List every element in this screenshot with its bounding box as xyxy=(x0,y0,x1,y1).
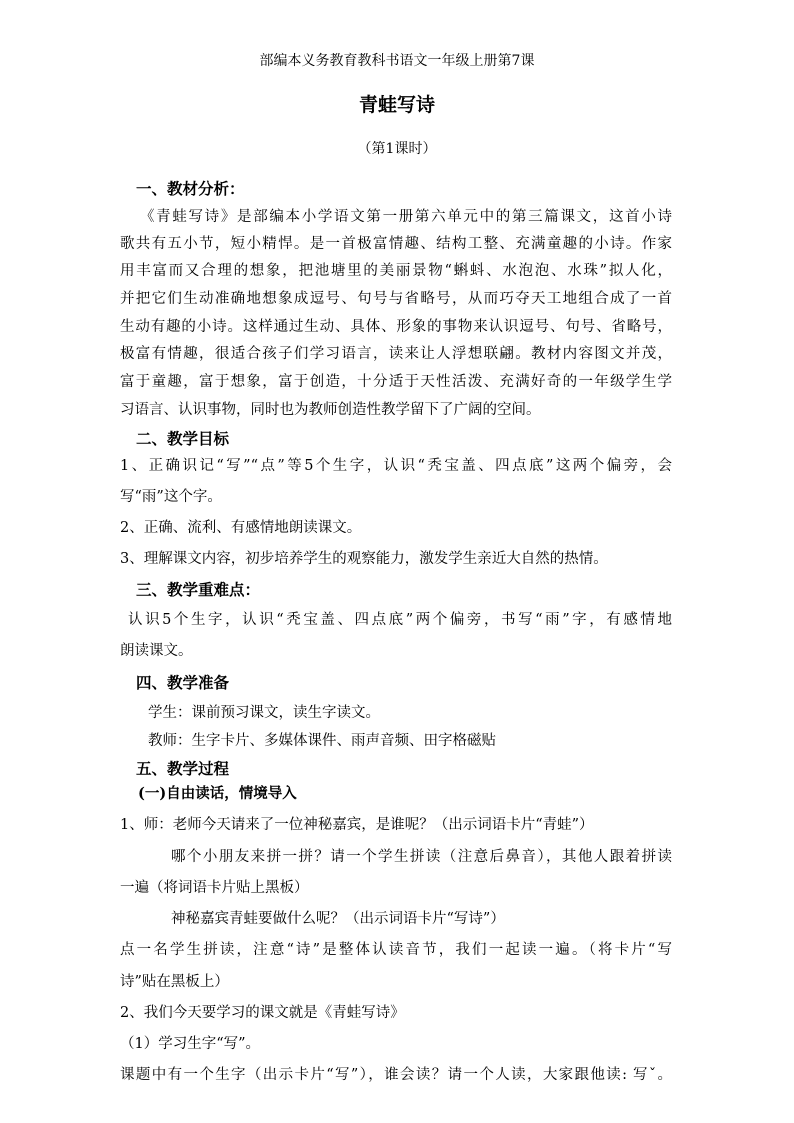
process-line: 点一名学生拼读，注意“诗”是整体认读音节，我们一起读一遍。（将卡片“写 xyxy=(120,942,672,958)
preparation-item: 教师：生字卡片、多媒体课件、雨声音频、田字格磁贴 xyxy=(148,733,496,749)
process-line: 一遍（将词语卡片贴上黑板） xyxy=(120,880,309,896)
paragraph-line: 并把它们生动准确地想象成逗号、句号与省略号，从而巧夺天工地组合成了一首 xyxy=(120,291,672,307)
process-line: 哪个小朋友来拼一拼？请一个学生拼读（注意后鼻音），其他人跟着拼读 xyxy=(171,849,672,865)
document-header: 部编本义务教育教科书语文一年级上册第7课 xyxy=(259,53,535,69)
preparation-item: 学生：课前预习课文，读生字读文。 xyxy=(148,705,380,721)
paragraph-line: 极富有情趣，很适合孩子们学习语言，读来让人浮想联翩。教材内容图文并茂， xyxy=(120,346,672,362)
paragraph-line: 生动有趣的小诗。这样通过生动、具体、形象的事物来认识逗号、句号、省略号， xyxy=(120,319,672,335)
process-line: （1）学习生字“写”。 xyxy=(120,1036,261,1052)
process-line: 课题中有一个生字（出示卡片“写”），谁会读？请一个人读，大家跟他读: 写ˇ。 xyxy=(120,1067,672,1083)
key-points-line: 朗读课文。 xyxy=(120,643,193,659)
section-heading-analysis: 一、教材分析： xyxy=(136,179,245,198)
paragraph-line: 富于童趣，富于想象，富于创造，十分适于天性活泼、充满好奇的一年级学生学 xyxy=(120,374,672,390)
objective-item: 1、正确识记“写”“点”等5个生字，认识“秃宝盖、四点底”这两个偏旁，会 xyxy=(120,458,672,474)
section-heading-preparation: 四、教学准备 xyxy=(136,673,230,692)
paragraph-line: 习语言、认识事物，同时也为教师创造性教学留下了广阔的空间。 xyxy=(120,402,541,418)
process-line: 诗”贴在黑板上） xyxy=(120,974,229,990)
section-heading-key-points: 三、教学重难点： xyxy=(136,580,261,599)
objective-item: 写“雨”这个字。 xyxy=(120,489,222,505)
key-points-line: 认识5个生字，认识“秃宝盖、四点底”两个偏旁，书写“雨”字，有感情地 xyxy=(128,612,672,628)
page-title: 青蛙写诗 xyxy=(358,94,435,116)
lesson-period: （第1课时） xyxy=(357,141,437,157)
section-heading-objectives: 二、教学目标 xyxy=(136,429,230,448)
process-line: 神秘嘉宾青蛙要做什么呢？（出示词语卡片“写诗”） xyxy=(171,911,505,927)
objective-item: 3、理解课文内容，初步培养学生的观察能力，激发学生亲近大自然的热情。 xyxy=(120,551,608,567)
process-line: 1、师：老师今天请来了一位神秘嘉宾，是谁呢？（出示词语卡片“青蛙”） xyxy=(120,817,594,833)
section-heading-process: 五、教学过程 xyxy=(136,759,230,778)
paragraph-line: 用丰富而又合理的想象，把池塘里的美丽景物“蝌蚪、水泡泡、水珠”拟人化， xyxy=(120,263,672,279)
objective-item: 2、正确、流利、有感情地朗读课文。 xyxy=(120,520,362,536)
subsection-heading: (一)自由读话，情境导入 xyxy=(138,785,297,802)
process-line: 2、我们今天要学习的课文就是《青蛙写诗》 xyxy=(120,1005,405,1021)
paragraph-line: 歌共有五小节，短小精悍。是一首极富情趣、结构工整、充满童趣的小诗。作家 xyxy=(120,236,672,252)
paragraph-line: 《青蛙写诗》是部编本小学语文第一册第六单元中的第三篇课文，这首小诗 xyxy=(140,209,672,225)
